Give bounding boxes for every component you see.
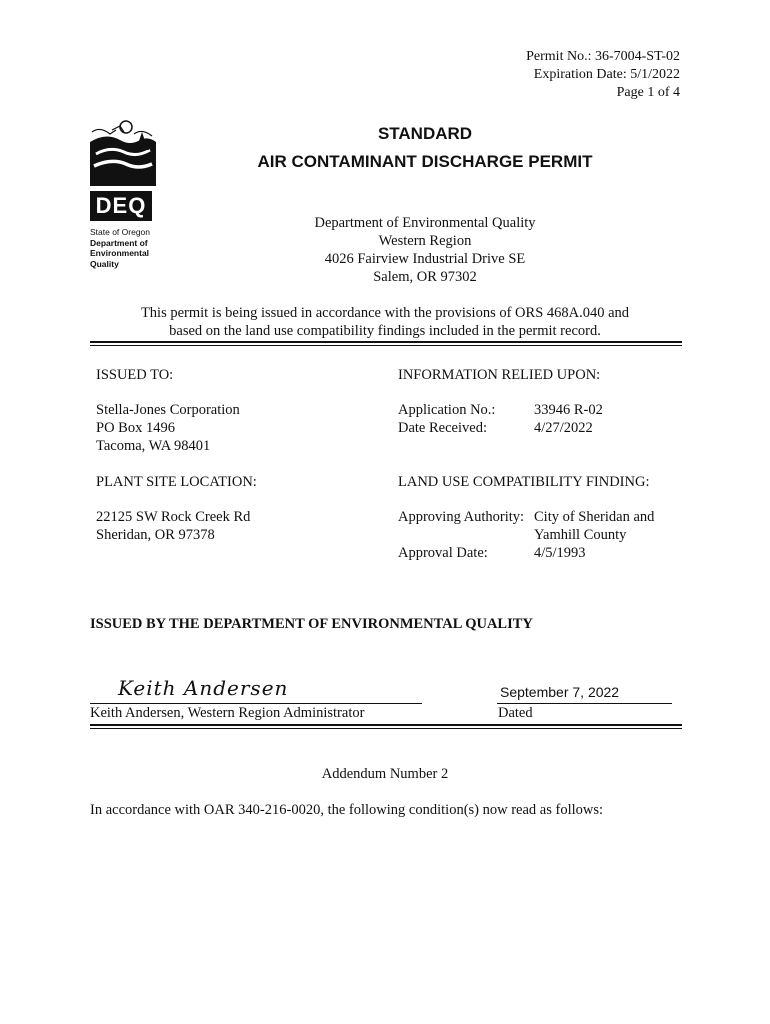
signature-date: September 7, 2022	[500, 684, 620, 700]
authority-line: City of Sheridan and	[534, 509, 655, 525]
permit-header	[526, 48, 680, 102]
approval-date-label: Approval Date:	[398, 545, 488, 561]
agency-address	[0, 214, 770, 286]
agency-region: Western Region	[378, 233, 472, 249]
plant-site-street: 22125 SW Rock Creek Rd	[96, 509, 251, 525]
signature-image: Keith Andersen	[118, 676, 289, 700]
section-divider	[90, 724, 682, 729]
issued-to-city: Tacoma, WA 98401	[96, 438, 211, 454]
plant-site-city: Sheridan, OR 97378	[96, 527, 215, 543]
date-received-label: Date Received:	[398, 420, 487, 436]
agency-name: Department of Environmental Quality	[314, 215, 536, 231]
permit-number: Permit No.: 36-7004-ST-02	[526, 49, 680, 64]
logo-caption-line: Environmental	[90, 248, 150, 258]
dated-label: Dated	[498, 705, 533, 721]
agency-city: Salem, OR 97302	[373, 269, 477, 285]
logo-caption-line: State of Oregon	[90, 227, 151, 237]
logo-caption-line: Department of	[90, 237, 148, 248]
page-number: Page 1 of 4	[616, 85, 680, 100]
land-use-heading: LAND USE COMPATIBILITY FINDING:	[398, 474, 650, 490]
issued-to-po: PO Box 1496	[96, 420, 175, 436]
agency-street: 4026 Fairview Industrial Drive SE	[324, 251, 526, 267]
signer-name: Keith Andersen, Western Region Administrator	[90, 705, 365, 721]
notice-line: based on the land use compatibility findings included in the permit record.	[169, 323, 601, 339]
addendum-title: Addendum Number 2	[321, 766, 449, 782]
deq-mark: DEQ	[90, 191, 152, 221]
application-value: 33946 R-02	[534, 402, 603, 418]
plant-site-block	[96, 508, 250, 544]
issued-by-heading: ISSUED BY THE DEPARTMENT OF ENVIRONMENTAL QUALITY	[90, 616, 533, 632]
application-label: Application No.:	[398, 402, 496, 418]
issued-to-name: Stella-Jones Corporation	[96, 402, 240, 418]
info-heading: INFORMATION RELIED UPON:	[398, 367, 601, 383]
plant-site-heading: PLANT SITE LOCATION:	[96, 474, 257, 490]
permit-title: AIR CONTAMINANT DISCHARGE PERMIT	[257, 152, 593, 171]
section-divider	[90, 341, 682, 346]
permit-type-title: STANDARD	[377, 124, 473, 143]
date-received-value: 4/27/2022	[534, 420, 593, 436]
expiration-date: Expiration Date: 5/1/2022	[533, 67, 680, 82]
approval-date-value: 4/5/1993	[534, 545, 586, 561]
logo-caption-line: Quality	[90, 258, 119, 269]
notice-line: This permit is being issued in accordance with the provisions of ORS 468A.040 and	[140, 305, 630, 321]
addendum-text: In accordance with OAR 340-216-0020, the following condition(s) now read as follows:	[90, 802, 604, 818]
issued-to-heading: ISSUED TO:	[96, 367, 174, 383]
approving-authority-value	[534, 508, 654, 544]
authority-line: Yamhill County	[534, 527, 627, 543]
issued-to-block	[96, 401, 240, 455]
issuance-notice	[0, 304, 770, 340]
approving-authority-label: Approving Authority:	[398, 509, 525, 525]
